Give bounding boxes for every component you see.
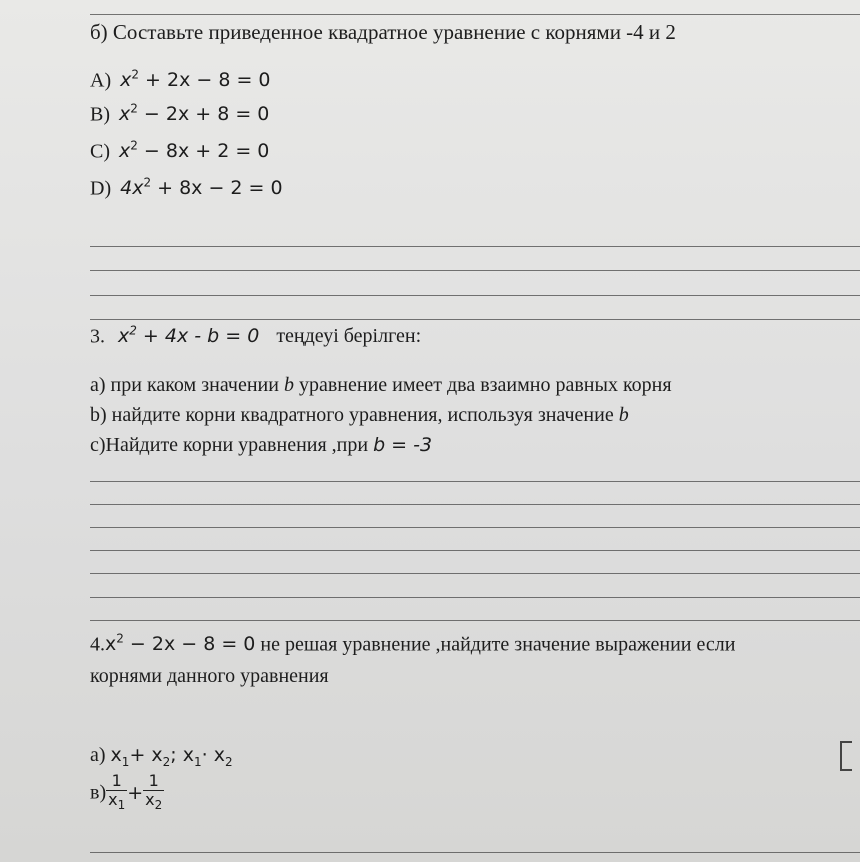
- answer-line: [90, 550, 860, 551]
- option-d-equation: $4x^2 + 8x - 2 = 0$: [120, 176, 283, 200]
- answer-line: [90, 270, 860, 271]
- task4-text-line2: корнями данного уравнения: [90, 665, 329, 687]
- option-c-label: C): [90, 140, 110, 163]
- answer-line: [90, 597, 860, 598]
- task3-equation: $x^2 + 4x - b = 0$: [118, 324, 260, 348]
- task3-part-a: а) при каком значении b уравнение имеет два взаимно равных корня: [90, 374, 672, 396]
- bracket-mark: [840, 741, 852, 771]
- option-b: [90, 102, 269, 126]
- option-a-equation: $x^2 + 2x - 8 = 0$: [120, 68, 271, 92]
- option-b-label: B): [90, 103, 110, 126]
- task3-part-c: с)Найдите корни уравнения ,при b = -3: [90, 434, 433, 456]
- rule-top: [90, 14, 860, 15]
- option-c: [90, 139, 269, 163]
- fraction-2: $\frac{1}{x_2}$: [145, 771, 163, 813]
- answer-line: [90, 319, 860, 320]
- answer-line: [90, 852, 860, 853]
- option-d: [90, 176, 283, 200]
- answer-line: [90, 246, 860, 247]
- option-c-equation: $x^2 - 8x + 2 = 0$: [119, 139, 270, 163]
- task4-text: не решая уравнение ,найдите значение выражении если: [255, 633, 736, 656]
- task3-part-b: b) найдите корни квадратного уравнения, используя значение b: [90, 404, 629, 426]
- task3-header: [90, 324, 421, 348]
- answer-line: [90, 295, 860, 296]
- option-d-label: D): [90, 177, 112, 200]
- option-a: [90, 68, 271, 92]
- task4-part-b: в) $\frac{1}{x_1}$ + $\frac{1}{x_2}$: [90, 771, 163, 813]
- option-a-label: A): [90, 69, 112, 92]
- fraction-1: $\frac{1}{x_1}$: [108, 771, 126, 813]
- task3-number: 3.: [90, 325, 105, 348]
- answer-line: [90, 527, 860, 528]
- task4-header: [90, 632, 735, 656]
- answer-line: [90, 573, 860, 574]
- answer-line: [90, 620, 860, 621]
- task-b-title: б) Составьте приведенное квадратное уравнение с корнями -4 и 2: [90, 20, 676, 44]
- task4-number: 4.: [90, 633, 105, 656]
- task3-suffix: теңдеуі берілген:: [276, 325, 422, 348]
- task4-equation: $x^2 - 2x - 8 = 0$: [105, 632, 256, 656]
- task4-part-a: а) $x_1+ x_2$; $x_1\cdot x_2$: [90, 744, 233, 769]
- answer-line: [90, 481, 860, 482]
- answer-line: [90, 504, 860, 505]
- option-b-equation: $x^2 - 2x + 8 = 0$: [119, 102, 270, 126]
